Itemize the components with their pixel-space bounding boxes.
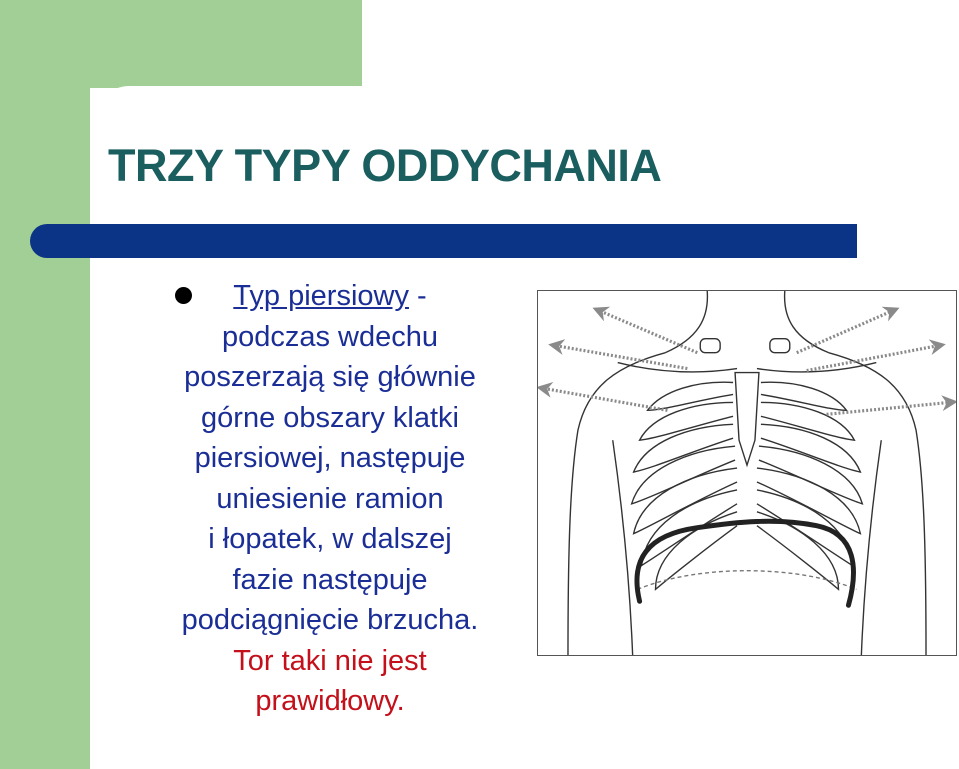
- sternum: [735, 373, 759, 465]
- neck-line-left: [665, 291, 707, 353]
- neck-line-right: [785, 291, 829, 353]
- rib-right: [759, 446, 862, 504]
- arrow-icon: [556, 346, 687, 369]
- rib-right: [761, 402, 854, 440]
- vertebra: [770, 339, 790, 353]
- inner-arm-left: [613, 440, 633, 655]
- body-line: piersiowej, następuje: [194, 442, 466, 474]
- rib-left: [640, 402, 733, 440]
- title-underline-bar: [30, 224, 857, 258]
- clavicle-left: [618, 363, 737, 372]
- body-line: górne obszary klatki: [201, 401, 459, 434]
- body-line: uniesienie ramion: [216, 482, 444, 515]
- arrow-icon: [797, 311, 892, 353]
- arrow-icon: [544, 388, 667, 410]
- lead-suffix: -: [408, 280, 427, 312]
- rib-left: [632, 446, 735, 504]
- ribcage-icon: [538, 291, 956, 655]
- green-frame-top: [0, 0, 362, 88]
- warning-line: Tor taki nie jest: [233, 644, 427, 677]
- diaphragm-lower: [638, 571, 857, 590]
- slide-title: TRZY TYPY ODDYCHANIA: [108, 140, 662, 191]
- ribcage-breathing-diagram: [537, 290, 957, 656]
- rib-right: [757, 490, 852, 566]
- arrow-icon: [807, 346, 938, 371]
- inner-arm-right: [861, 440, 881, 655]
- green-frame-left: [0, 0, 90, 769]
- body-line: fazie następuje: [232, 563, 428, 596]
- body-line: podciągnięcie brzucha.: [181, 604, 479, 636]
- diaphragm-outline: [637, 521, 854, 605]
- vertebra: [700, 339, 720, 353]
- body-line: poszerzają się głównie: [184, 361, 476, 393]
- body-line: i łopatek, w dalszej: [208, 523, 452, 555]
- body-text: [150, 276, 510, 722]
- arrow-icon: [600, 311, 697, 353]
- lead-line: [150, 276, 510, 317]
- rib-left: [648, 382, 734, 410]
- body-line: podczas wdechu: [221, 320, 439, 353]
- lead-term[interactable]: Typ piersiowy: [233, 280, 409, 312]
- warning-line: prawidłowy.: [255, 685, 405, 717]
- rib-right: [761, 382, 847, 410]
- clavicle-right: [757, 363, 876, 372]
